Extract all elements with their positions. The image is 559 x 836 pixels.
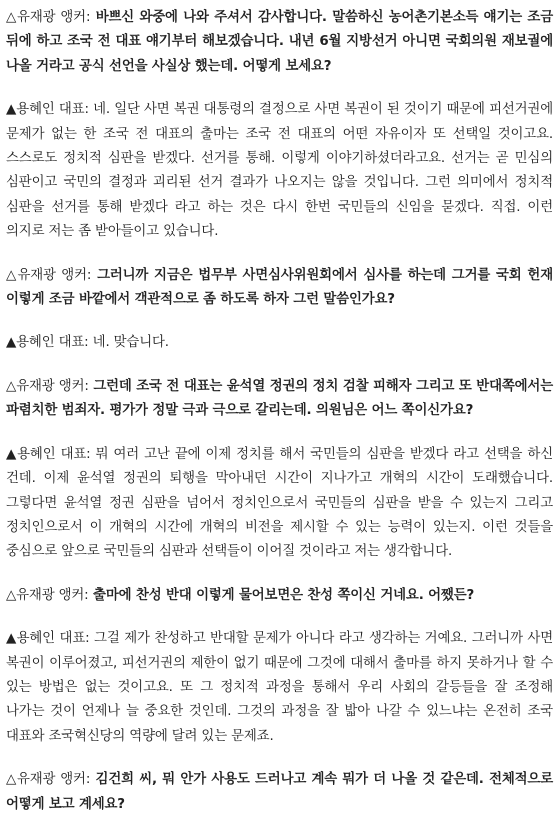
- paragraph-text: 네. 일단 사면 복권 대통령의 결정으로 사면 복권이 된 것이기 때문에 피선거권에 문제가 없는 한 조국 전 대표의 출마는 조국 전 대표의 어떤 자유이자 또 선택일 것이고요. 스스로도 정치적 심판을 받겠다. 선거를 통해. 이렇게 이야기하셨더라고요. 선거는 곧 민심의 심판이고 국민의 결정과 괴리된 선거 결과가 나오지는 않을 것입니다. 그런 의미에서 정치적 심판을 선거를 통해 받겠다 라고 하는 것은 다시 한번 국민들의 신임을 묻겠다. 직접. 이런 의지로 저는 좀 받아들이고 있습니다.: [6, 102, 554, 240]
- speaker-label: ▲용혜인 대표:: [6, 335, 89, 351]
- paragraph-text: 그런데 조국 전 대표는 윤석열 정권의 정치 검찰 피해자 그리고 또 반대쪽에서는 파렴치한 범죄자. 평가가 정말 극과 극으로 갈리는데. 의원님은 어느 쪽이신가요?: [6, 378, 553, 419]
- paragraph-guest-2: [6, 331, 553, 355]
- speaker-label: △유재광 앵커:: [6, 378, 89, 394]
- paragraph-text: 뭐 여러 고난 끝에 이제 정치를 해서 국민들의 심판을 받겠다 라고 선택을 하신 건데. 이제 윤석열 정권의 퇴행을 막아내던 시간이 지나가고 개혁의 시간이 도래했습니다. 그렇다면 윤석열 정권 심판을 넘어서 정치인으로서 국민들의 심판을 받을 수 있는지 그리고 정치인으로서 이 개혁의 시간에 개혁의 비전을 제시할 수 있는 능력이 있는지. 이런 것들을 중심으로 앞으로 국민들의 심판과 선택들이 이어질 것이라고 저는 생각합니다.: [6, 446, 553, 560]
- speaker-label: △유재광 앵커:: [6, 267, 92, 283]
- speaker-label: ▲용혜인 대표:: [6, 631, 90, 647]
- paragraph-text: 그걸 제가 찬성하고 반대할 문제가 아니다 라고 생각하는 거예요. 그러니까 사면 복권이 이루어졌고, 피선거권의 제한이 없기 때문에 그것에 대해서 출마를 하지 못하거나 할 수 있는 방법은 없는 것이고요. 또 그 정치적 과정을 통해서 우리 사회의 갈등들을 잘 조정해 나가는 것이 언제나 늘 중요한 것인데. 그것의 과정을 잘 밟아 나갈 수 있느냐는 온전히 조국 대표와 조국혁신당의 역량에 달려 있는 문제죠.: [6, 631, 553, 744]
- paragraph-guest-1: [6, 98, 553, 244]
- speaker-label: ▲용혜인 대표:: [6, 102, 89, 118]
- paragraph-guest-3: [6, 443, 553, 565]
- paragraph-text: 바쁘신 와중에 나와 주셔서 감사합니다. 말씀하신 농어촌기본소득 얘기는 조금 뒤에 하고 조국 전 대표 얘기부터 해보겠습니다. 내년 6월 지방선거 아니면 국회의원 재보궐에 나올 거라고 공식 선언을 사실상 했는데. 어떻게 보세요?: [6, 10, 553, 74]
- paragraph-anchor-4: [6, 584, 553, 608]
- speaker-label: △유재광 앵커:: [6, 10, 91, 25]
- paragraph-text: 출마에 찬성 반대 이렇게 물어보면은 찬성 쪽이신 거네요. 어쨌든?: [88, 587, 475, 603]
- paragraph-text: 네. 맞습니다.: [88, 335, 169, 351]
- paragraph-text: 그러니까 지금은 법무부 사면심사위원회에서 심사를 하는데 그거를 국회 헌재 이렇게 조금 바깥에서 객관적으로 좀 하도록 하자 그런 말씀인가요?: [6, 267, 553, 308]
- paragraph-anchor-1: [6, 6, 553, 79]
- paragraph-guest-4: [6, 627, 553, 749]
- paragraph-anchor-2: [6, 264, 553, 313]
- speaker-label: △유재광 앵커:: [6, 772, 91, 788]
- speaker-label: △유재광 앵커:: [6, 587, 89, 603]
- speaker-label: ▲용혜인 대표:: [6, 446, 91, 462]
- paragraph-anchor-5: [6, 768, 553, 817]
- paragraph-anchor-3: [6, 375, 553, 424]
- interview-transcript: [6, 6, 553, 836]
- paragraph-text: 김건희 씨, 뭐 안가 사용도 드러나고 계속 뭐가 더 나올 것 같은데. 전체적으로 어떻게 보고 계세요?: [6, 772, 554, 812]
